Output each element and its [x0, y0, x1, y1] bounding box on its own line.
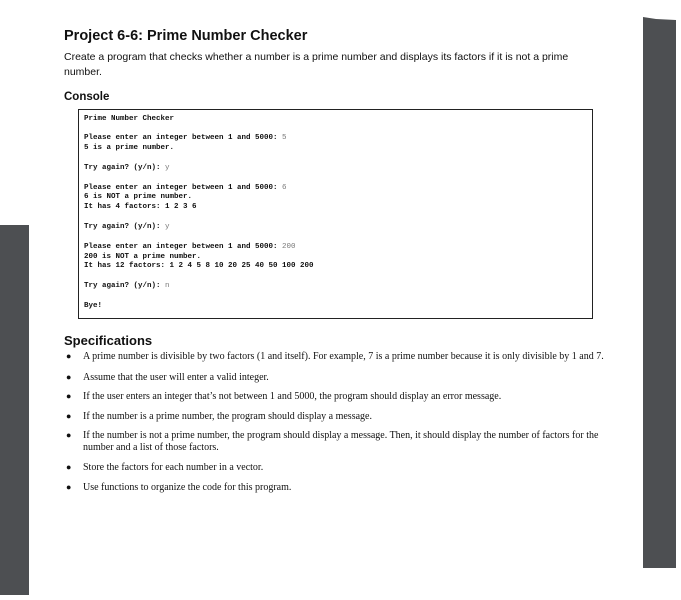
try-again-text: Try again? (y/n): — [84, 163, 166, 172]
user-input: 6 — [282, 183, 287, 192]
spec-item: ● If the user enters an integer that’s not between 1 and 5000, the program should display an error message. — [66, 391, 502, 402]
user-answer: y — [165, 222, 170, 231]
left-page-edge — [0, 225, 29, 595]
user-input: 5 — [282, 134, 287, 143]
bullet-icon: ● — [66, 391, 72, 401]
spec-item: ● If the number is a prime number, the program should display a message. — [66, 410, 372, 422]
prompt-text: Please enter an integer between 1 and 5000: — [84, 134, 283, 143]
console-bye: Bye! — [84, 302, 103, 311]
specifications-heading: Specifications — [64, 333, 153, 348]
console-try-again — [84, 223, 592, 233]
console-prompt — [84, 134, 592, 144]
specifications-list — [64, 351, 624, 493]
prompt-text: Please enter an integer between 1 and 5000: — [84, 183, 283, 192]
bullet-icon: ● — [66, 371, 72, 382]
user-input: 200 — [282, 242, 296, 251]
try-again-text: Try again? (y/n): — [84, 222, 166, 231]
right-page-edge — [643, 17, 676, 568]
user-answer: y — [165, 163, 170, 172]
console-result: 200 is NOT a prime number. — [84, 252, 202, 261]
bullet-icon: ● — [66, 462, 72, 472]
console-factors: It has 4 factors: 1 2 3 6 — [84, 202, 197, 211]
console-output-box — [78, 109, 593, 319]
console-header: Prime Number Checker — [84, 115, 175, 123]
spec-item: ● A prime number is divisible by two factors (1 and itself). For example, 7 is a prime number because it is only divisible by 1 and 7. — [66, 351, 604, 362]
prompt-text: Please enter an integer between 1 and 5000: — [84, 242, 283, 251]
page-title: Project 6-6: Prime Number Checker — [64, 28, 308, 44]
spec-item: ● Use functions to organize the code for this program. — [66, 481, 292, 493]
console-factors: It has 12 factors: 1 2 4 5 8 10 20 25 40 50 100 200 — [84, 262, 314, 271]
console-result: 5 is a prime number. — [84, 143, 175, 152]
intro-paragraph: Create a program that checks whether a number is a prime number and displays its factors if it is not a prime number. — [64, 51, 569, 78]
console-heading: Console — [64, 91, 110, 103]
console-try-again — [84, 164, 592, 174]
console-try-again — [84, 282, 592, 292]
spec-item: ● Assume that the user will enter a valid integer. — [66, 371, 269, 383]
console-prompt — [84, 243, 592, 253]
try-again-text: Try again? (y/n): — [84, 282, 166, 291]
spec-item: ● Store the factors for each number in a vector. — [66, 462, 264, 473]
bullet-icon: ● — [66, 430, 72, 440]
bullet-icon: ● — [66, 481, 72, 492]
user-answer: n — [165, 282, 170, 291]
console-prompt — [84, 184, 592, 194]
spec-item: ● If the number is not a prime number, the program should display a message. Then, it should display the number of factors for the number and a list of those factors. — [66, 430, 599, 453]
console-result: 6 is NOT a prime number. — [84, 193, 193, 202]
bullet-icon: ● — [66, 351, 72, 361]
bullet-icon: ● — [66, 410, 72, 421]
